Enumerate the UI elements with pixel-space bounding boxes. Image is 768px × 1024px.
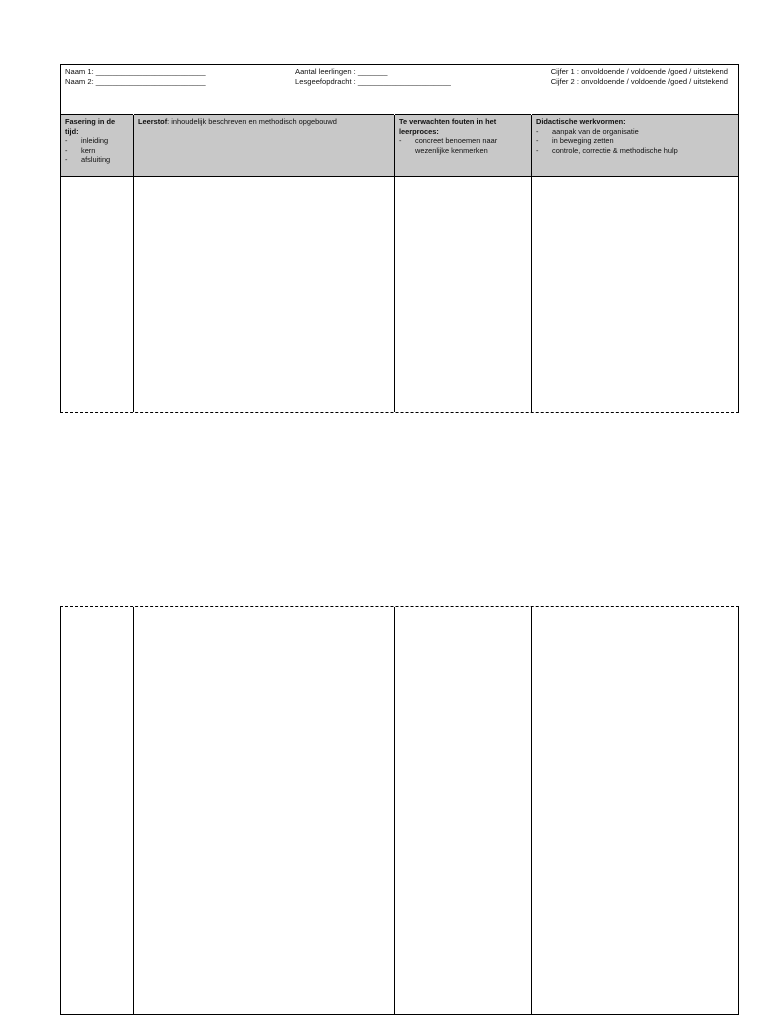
list-item: - aanpak van de organisatie xyxy=(536,127,734,137)
list-item: - afsluiting xyxy=(65,155,129,165)
column-title: Te verwachten fouten in het leerproces xyxy=(399,117,497,136)
list-item: - in beweging zetten xyxy=(536,136,734,146)
lesgeefopdracht-field[interactable]: Lesgeefopdracht : ______________________ xyxy=(295,77,451,86)
column-header-werkvormen xyxy=(532,114,739,177)
list-item: - concreet benoemen naar wezenlijke kenmerken xyxy=(399,136,527,155)
column-title: Didactische werkvormen xyxy=(536,117,624,126)
column-divider xyxy=(394,115,395,412)
page-break-line xyxy=(60,412,739,413)
column-header-leerstof xyxy=(134,114,394,177)
list-item: - kern xyxy=(65,146,129,156)
column-title: Fasering in de tijd xyxy=(65,117,116,136)
column-divider xyxy=(738,607,739,1015)
list-item: - controle, correctie & methodische hulp xyxy=(536,146,734,156)
column-header-fasering xyxy=(60,114,133,177)
column-title: Leerstof xyxy=(138,117,168,126)
aantal-leerlingen-field[interactable]: Aantal leerlingen : _______ xyxy=(295,67,388,76)
naam-2-field[interactable]: Naam 2: __________________________ xyxy=(65,77,206,86)
column-divider xyxy=(133,115,134,412)
column-divider xyxy=(133,607,134,1015)
cijfer-1-scale: Cijfer 1 : onvoldoende / voldoende /goed / uitstekend xyxy=(550,67,728,76)
writing-area-upper[interactable] xyxy=(60,177,739,412)
column-title-suffix: : xyxy=(436,126,439,136)
column-divider xyxy=(531,115,532,412)
column-divider xyxy=(738,177,739,412)
column-divider xyxy=(60,177,61,412)
naam-1-field[interactable]: Naam 1: __________________________ xyxy=(65,67,206,76)
column-divider xyxy=(531,607,532,1015)
writing-area-lower[interactable] xyxy=(60,607,739,1015)
column-title-suffix: : inhoudelijk beschreven en methodisch opgebouwd xyxy=(167,117,337,126)
column-divider xyxy=(60,607,61,1015)
column-divider xyxy=(394,607,395,1015)
column-title-suffix: : xyxy=(76,126,79,136)
column-header-fouten xyxy=(395,114,531,177)
cijfer-2-scale: Cijfer 2 : onvoldoende / voldoende /goed / uitstekend xyxy=(550,77,728,86)
column-title-suffix: : xyxy=(623,117,626,126)
list-item: - inleiding xyxy=(65,136,129,146)
